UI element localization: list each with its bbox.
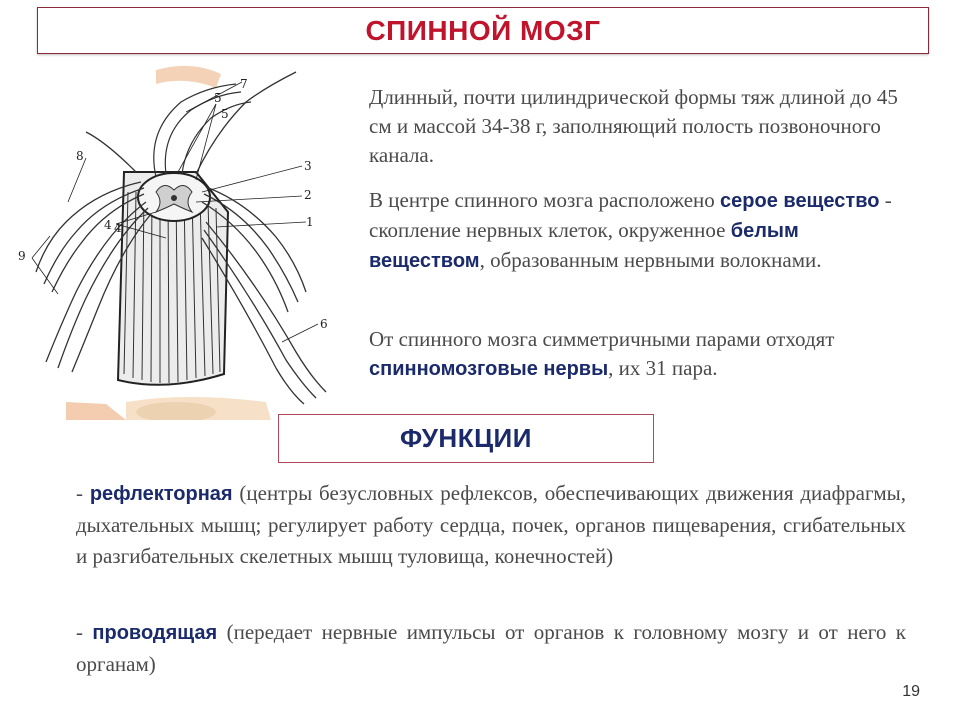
title-box xyxy=(37,7,929,54)
figure-label: 3 xyxy=(304,159,312,173)
page-number: 19 xyxy=(902,683,920,700)
description-paragraph-1 xyxy=(369,83,914,170)
dash-marker: - xyxy=(76,620,93,644)
text-span: , образованным нервными волокнами. xyxy=(479,248,822,272)
central-canal xyxy=(171,195,177,201)
upper-nerves xyxy=(154,84,251,177)
bold-term-white-matter: белым веществом xyxy=(369,220,799,272)
slide-title: СПИННОЙ МОЗГ xyxy=(365,14,601,46)
bold-term-spinal-nerves: спинномозговые нервы xyxy=(369,358,609,380)
bold-term-grey-matter: серое вещество xyxy=(720,190,880,212)
function-name: рефлекторная xyxy=(89,483,233,505)
description-paragraph-2 xyxy=(369,186,914,276)
spinal-cord-illustration xyxy=(6,62,358,420)
figure-label: 6 xyxy=(320,317,328,331)
function-description: (передает нервные импульсы от органов к головному мозгу и от него к органам) xyxy=(76,620,906,676)
text-span: От спинного мозга симметричными парами отходят xyxy=(369,327,835,351)
figure-label: 4 xyxy=(104,218,112,232)
skin-shape xyxy=(156,66,221,88)
dash-marker: - xyxy=(76,481,90,505)
figure-label: 7 xyxy=(240,77,248,91)
function-name: проводящая xyxy=(92,622,218,644)
functions-heading: ФУНКЦИИ xyxy=(400,423,532,453)
description-paragraph-3 xyxy=(369,325,914,384)
functions-heading-box xyxy=(278,414,654,463)
figure-label: 5 xyxy=(214,91,222,105)
figure-label: 4 xyxy=(114,221,122,235)
text-span: , их 31 пара. xyxy=(608,356,718,380)
figure-label: 5 xyxy=(221,107,229,121)
figure-label: 8 xyxy=(76,149,84,163)
figure-label: 1 xyxy=(306,215,314,229)
function-item-conductive xyxy=(76,617,906,680)
text-span: В центре спинного мозга расположено xyxy=(369,188,721,212)
figure-label: 2 xyxy=(304,188,312,202)
function-description: (центры безусловных рефлексов, обеспечивающих движения диафрагмы, дыхательных мышц; регулирует работу сердца, почек, органов пищеварения, сгибательных и разгибательных скелетных мышц туловища, конечностей) xyxy=(76,481,906,568)
description-text: Длинный, почти цилиндрической формы тяж длиной до 45 см и массой 34-38 г, заполняющий полость позвоночного канала. xyxy=(369,85,898,167)
figure-label: 9 xyxy=(18,249,26,263)
skin-shape xyxy=(66,402,126,420)
text-span: - скопление нервных клеток, окруженное xyxy=(369,188,892,242)
function-item-reflex xyxy=(76,478,906,572)
